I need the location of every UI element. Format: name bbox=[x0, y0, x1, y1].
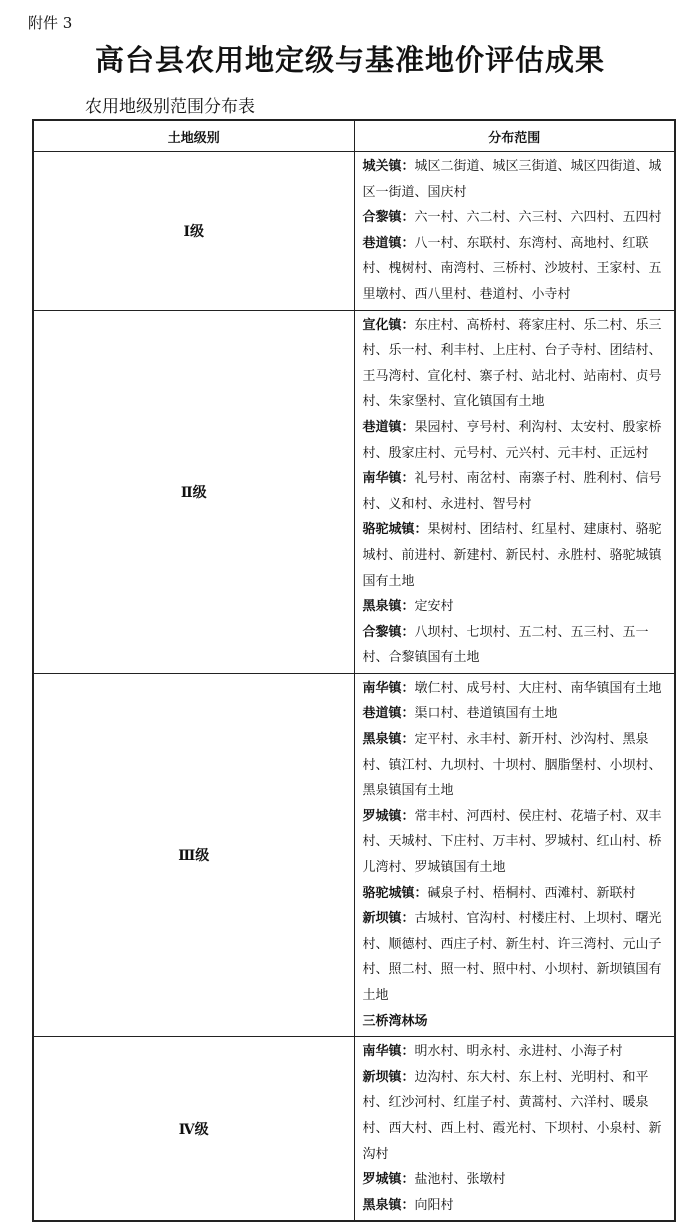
town-entry bbox=[363, 1193, 667, 1219]
village-list: 果树村、团结村、红星村、建康村、骆驼城村、前进村、新建村、新民村、永胜村、骆驼城镇国有土地 bbox=[362, 522, 662, 589]
grade-label: Ⅱ级 bbox=[33, 310, 354, 673]
town-entry bbox=[363, 676, 667, 702]
town-name: 巷道镇： bbox=[362, 235, 415, 251]
town-entry bbox=[363, 313, 667, 415]
town-name: 罗城镇： bbox=[362, 1172, 415, 1188]
village-list: 边沟村、东大村、东上村、光明村、和平村、红沙河村、红崖子村、黄蒿村、六洋村、暖泉村、西大村、西上村、霞光村、下坝村、小泉村、新沟村 bbox=[362, 1069, 662, 1162]
town-name: 黑泉镇： bbox=[362, 599, 415, 615]
attachment-label: 附件 3 bbox=[28, 14, 73, 32]
town-name: 城关镇： bbox=[362, 159, 415, 174]
table-subtitle: 农用地级别范围分布表 bbox=[85, 97, 255, 117]
town-entry bbox=[363, 1039, 667, 1065]
town-entry bbox=[363, 517, 667, 594]
village-list: 墩仁村、成号村、大庄村、南华镇国有土地 bbox=[414, 680, 662, 696]
town-name: 新坝镇： bbox=[362, 911, 415, 927]
town-entry bbox=[363, 594, 667, 620]
town-name: 罗城镇： bbox=[362, 808, 415, 824]
village-list: 古城村、官沟村、村楼庄村、上坝村、曙光村、顺德村、西庄子村、新生村、许三湾村、元山子村、照二村、照一村、照中村、小坝村、新坝镇国有土地 bbox=[362, 911, 662, 1003]
town-name: 南华镇： bbox=[362, 1044, 415, 1060]
town-entry bbox=[363, 231, 667, 308]
village-list: 向阳村 bbox=[414, 1197, 454, 1213]
header-range: 分布范围 bbox=[354, 120, 675, 152]
village-list: 八坝村、七坝村、五二村、五三村、五一村、合黎镇国有土地 bbox=[362, 624, 649, 666]
village-list: 果园村、亨号村、利沟村、太安村、殷家桥村、殷家庄村、元号村、元兴村、元丰村、正远村 bbox=[362, 419, 662, 461]
town-name: 三桥湾林场 bbox=[362, 1013, 428, 1029]
land-grade-table bbox=[32, 119, 676, 1222]
table-row-grade-4 bbox=[33, 1037, 675, 1222]
table-row-grade-3 bbox=[33, 673, 675, 1036]
village-list: 定平村、永丰村、新开村、沙沟村、黑泉村、镇江村、九坝村、十坝村、胭脂堡村、小坝村、黑泉镇国有土地 bbox=[362, 732, 662, 799]
village-list: 定安村 bbox=[414, 599, 454, 615]
village-list: 东庄村、高桥村、蒋家庄村、乐二村、乐三村、乐一村、利丰村、上庄村、台子寺村、团结村、王马湾村、宣化村、寨子村、站北村、站南村、贞号村、朱家堡村、宣化镇国有土地 bbox=[362, 317, 662, 410]
distribution-cell bbox=[354, 1037, 675, 1222]
town-entry bbox=[363, 1065, 667, 1167]
grade-label: Ⅳ级 bbox=[33, 1037, 354, 1222]
town-name: 南华镇： bbox=[362, 471, 415, 487]
town-entry bbox=[363, 1167, 667, 1193]
town-entry bbox=[363, 466, 667, 517]
town-name: 合黎镇： bbox=[362, 624, 415, 640]
distribution-cell bbox=[354, 673, 675, 1036]
town-entry bbox=[363, 1009, 667, 1035]
village-list: 六一村、六二村、六三村、六四村、五四村 bbox=[414, 210, 662, 226]
village-list: 城区二街道、城区三街道、城区四街道、城区一街道、国庆村 bbox=[362, 159, 662, 200]
header-level: 土地级别 bbox=[33, 120, 354, 152]
village-list: 渠口村、巷道镇国有土地 bbox=[414, 706, 558, 722]
table-header-row bbox=[33, 120, 675, 152]
table-row-grade-1 bbox=[33, 152, 675, 311]
town-name: 巷道镇： bbox=[362, 706, 415, 722]
distribution-cell bbox=[354, 152, 675, 311]
village-list: 明水村、明永村、永进村、小海子村 bbox=[414, 1044, 623, 1060]
document-title: 高台县农用地定级与基准地价评估成果 bbox=[94, 43, 605, 77]
village-list: 盐池村、张墩村 bbox=[414, 1172, 506, 1188]
town-name: 黑泉镇： bbox=[362, 732, 415, 748]
village-list: 礼号村、南岔村、南寨子村、胜利村、信号村、义和村、永进村、智号村 bbox=[362, 471, 662, 512]
village-list: 常丰村、河西村、侯庄村、花墙子村、双丰村、天城村、下庄村、万丰村、罗城村、红山村、桥儿湾村、罗城镇国有土地 bbox=[362, 808, 662, 876]
town-entry bbox=[363, 205, 667, 231]
town-name: 新坝镇： bbox=[362, 1069, 415, 1085]
village-list: 八一村、东联村、东湾村、高地村、红联村、槐树村、南湾村、三桥村、沙坡村、王家村、五里墩村、西八里村、巷道村、小寺村 bbox=[362, 235, 662, 302]
town-entry bbox=[363, 154, 667, 205]
table-row-grade-2 bbox=[33, 310, 675, 673]
grade-label: Ⅰ级 bbox=[33, 152, 354, 311]
town-entry bbox=[363, 906, 667, 1008]
town-name: 骆驼城镇： bbox=[362, 522, 428, 538]
town-name: 骆驼城镇： bbox=[362, 885, 428, 901]
town-name: 宣化镇： bbox=[362, 317, 415, 333]
town-entry bbox=[363, 620, 667, 671]
town-name: 巷道镇： bbox=[362, 419, 415, 435]
town-entry bbox=[363, 701, 667, 727]
town-entry bbox=[363, 804, 667, 881]
town-name: 南华镇： bbox=[362, 680, 415, 696]
town-name: 黑泉镇： bbox=[362, 1197, 415, 1213]
grade-label: Ⅲ级 bbox=[33, 673, 354, 1036]
town-entry bbox=[363, 415, 667, 466]
village-list: 碱泉子村、梧桐村、西滩村、新联村 bbox=[427, 885, 636, 901]
distribution-cell bbox=[354, 310, 675, 673]
town-name: 合黎镇： bbox=[362, 210, 415, 226]
town-entry bbox=[363, 727, 667, 804]
town-entry bbox=[363, 881, 667, 907]
